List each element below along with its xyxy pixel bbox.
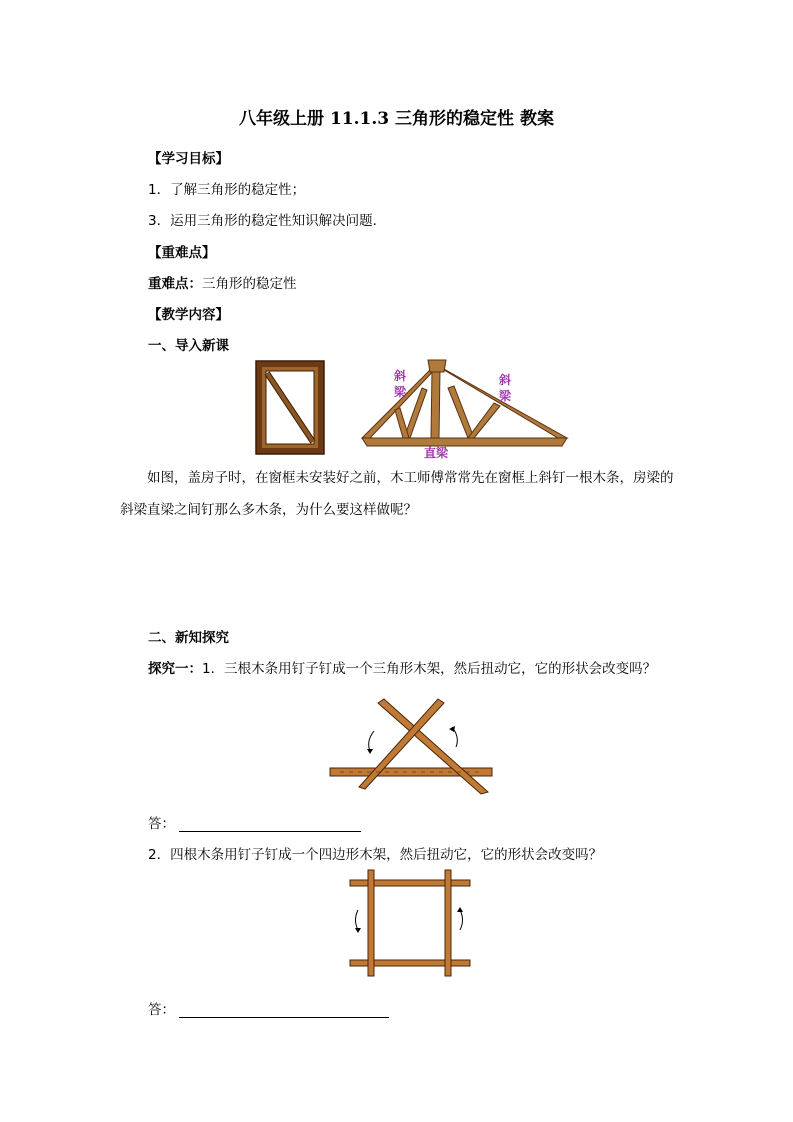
rotate-arrow-icon: [369, 731, 374, 751]
intro-heading: 一、导入新课: [148, 338, 229, 354]
svg-text:斜: 斜: [499, 373, 512, 387]
explore-1-text: 1．三根木条用钉子钉成一个三角形木架，然后扭动它，它的形状会改变吗？: [202, 661, 657, 677]
svg-text:斜: 斜: [394, 369, 407, 383]
window-frame-figure: [255, 360, 325, 455]
svg-text:梁: 梁: [499, 389, 512, 403]
content-heading: 【教学内容】: [148, 307, 229, 323]
answer-2-line: [148, 998, 389, 1018]
objective-1: 1．了解三角形的稳定性；: [148, 182, 306, 198]
key-label: 重难点：: [148, 276, 202, 292]
page-title: 八年级上册 11.1.3 三角形的稳定性 教案: [239, 109, 554, 129]
key-line: [148, 272, 297, 292]
roof-truss-figure: [362, 358, 572, 458]
objectives-heading: 【学习目标】: [148, 151, 229, 167]
triangle-frame-figure: [330, 697, 495, 795]
key-heading: 【重难点】: [148, 245, 216, 261]
answer-1-blank[interactable]: [179, 817, 361, 832]
objective-2: 3．运用三角形的稳定性知识解决问题．: [148, 213, 387, 229]
explore-1-line: [148, 657, 656, 677]
slant-right-label: [499, 372, 512, 403]
answer-2-label: 答：: [148, 1002, 175, 1018]
explore-2-text: 2．四根木条用钉子钉成一个四边形木架，然后扭动它，它的形状会改变吗？: [148, 847, 603, 863]
rotate-arrow-icon: [356, 910, 359, 930]
answer-1-label: 答：: [148, 816, 175, 832]
svg-text:梁: 梁: [394, 385, 407, 399]
intro-paragraph: 如图，盖房子时，在窗框未安装好之前，木工师傅常常先在窗框上斜钉一根木条，房梁的斜梁直梁之间钉那么多木条，为什么要这样做呢？: [120, 470, 674, 518]
explore-1-label: 探究一：: [148, 661, 202, 677]
slant-left-label: [394, 368, 407, 399]
answer-2-blank[interactable]: [179, 1003, 389, 1018]
straight-beam-label: 直梁: [424, 446, 449, 460]
square-frame-figure: [348, 870, 473, 978]
explore-heading: 二、新知探究: [148, 630, 229, 646]
key-text: 三角形的稳定性: [202, 276, 297, 292]
rotate-arrow-icon: [460, 910, 463, 930]
answer-1-line: [148, 812, 361, 832]
